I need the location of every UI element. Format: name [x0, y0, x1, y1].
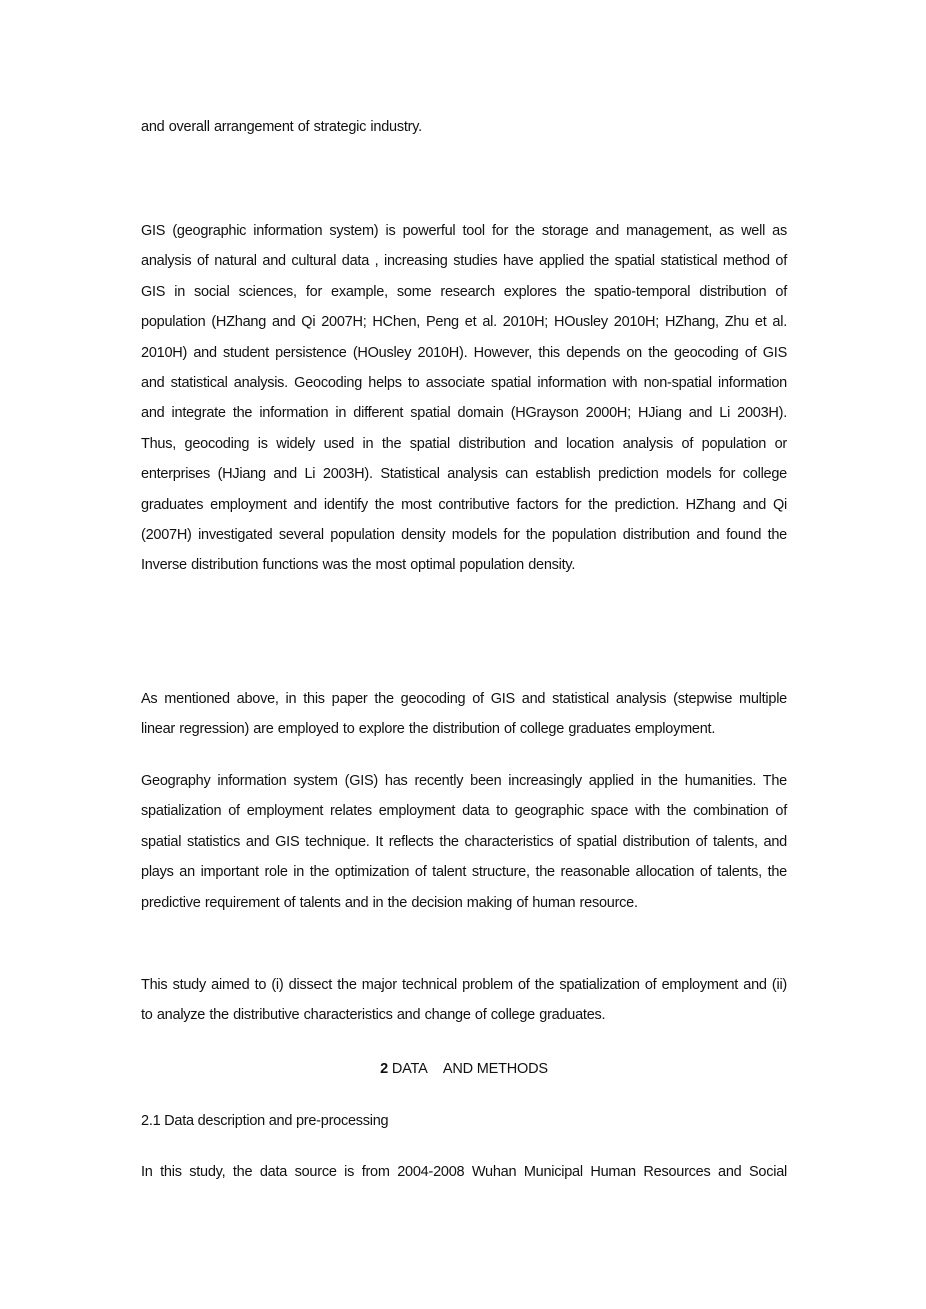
section-title: DATA AND METHODS [391, 1061, 548, 1077]
paragraph-gis-introduction: GIS (geographic information system) is powerful tool for the storage and management, as well as analysis of natural and cultural data , increasing studies have applied the spatial statistical method of GIS in social sciences, for example, some research explores the spatio-temporal distribution of population (HZhang and Qi 2007H; HChen, Peng et al. 2010H; HOusley 2010H; HZhang, Zhu et al. 2010H) and student persistence (HOusley 2010H). However, this depends on the geocoding of GIS and statistical analysis. Geocoding helps to associate spatial information with non-spatial information and integrate the information in different spatial domain (HGrayson 2000H; HJiang and Li 2003H). Thus, geocoding is widely used in the spatial distribution and location analysis of population or enterprises (HJiang and Li 2003H). Statistical analysis can establish prediction models for college graduates employment and identify the most contributive factors for the prediction. HZhang and Qi (2007H) investigated several population density models for the population distribution and found the Inverse distribution functions was the most optimal population density. [141, 223, 787, 574]
paragraph-data-source: In this study, the data source is from 2004-2008 Wuhan Municipal Human Resources and Social [141, 1164, 787, 1180]
section-heading [141, 1054, 787, 1084]
paragraph-geography-information-system: Geography information system (GIS) has recently been increasingly applied in the humanities. The spatialization of employment relates employment data to geographic space with the combination of spatial statistics and GIS technique. It reflects the characteristics of spatial distribution of talents, and plays an important role in the optimization of talent structure, the reasonable allocation of talents, the predictive requirement of talents and in the decision making of human resource. [141, 773, 787, 911]
subsection-heading: 2.1 Data description and pre-processing [141, 1113, 389, 1129]
paragraph-study-aims: This study aimed to (i) dissect the major technical problem of the spatialization of employment and (ii) to analyze the distributive characteristics and change of college graduates. [141, 977, 787, 1024]
section-number: 2 [380, 1061, 389, 1077]
paragraph-strategic-industry: and overall arrangement of strategic industry. [141, 119, 422, 135]
paragraph-as-mentioned-above: As mentioned above, in this paper the geocoding of GIS and statistical analysis (stepwise multiple linear regression) are employed to explore the distribution of college graduates employment. [141, 691, 787, 738]
